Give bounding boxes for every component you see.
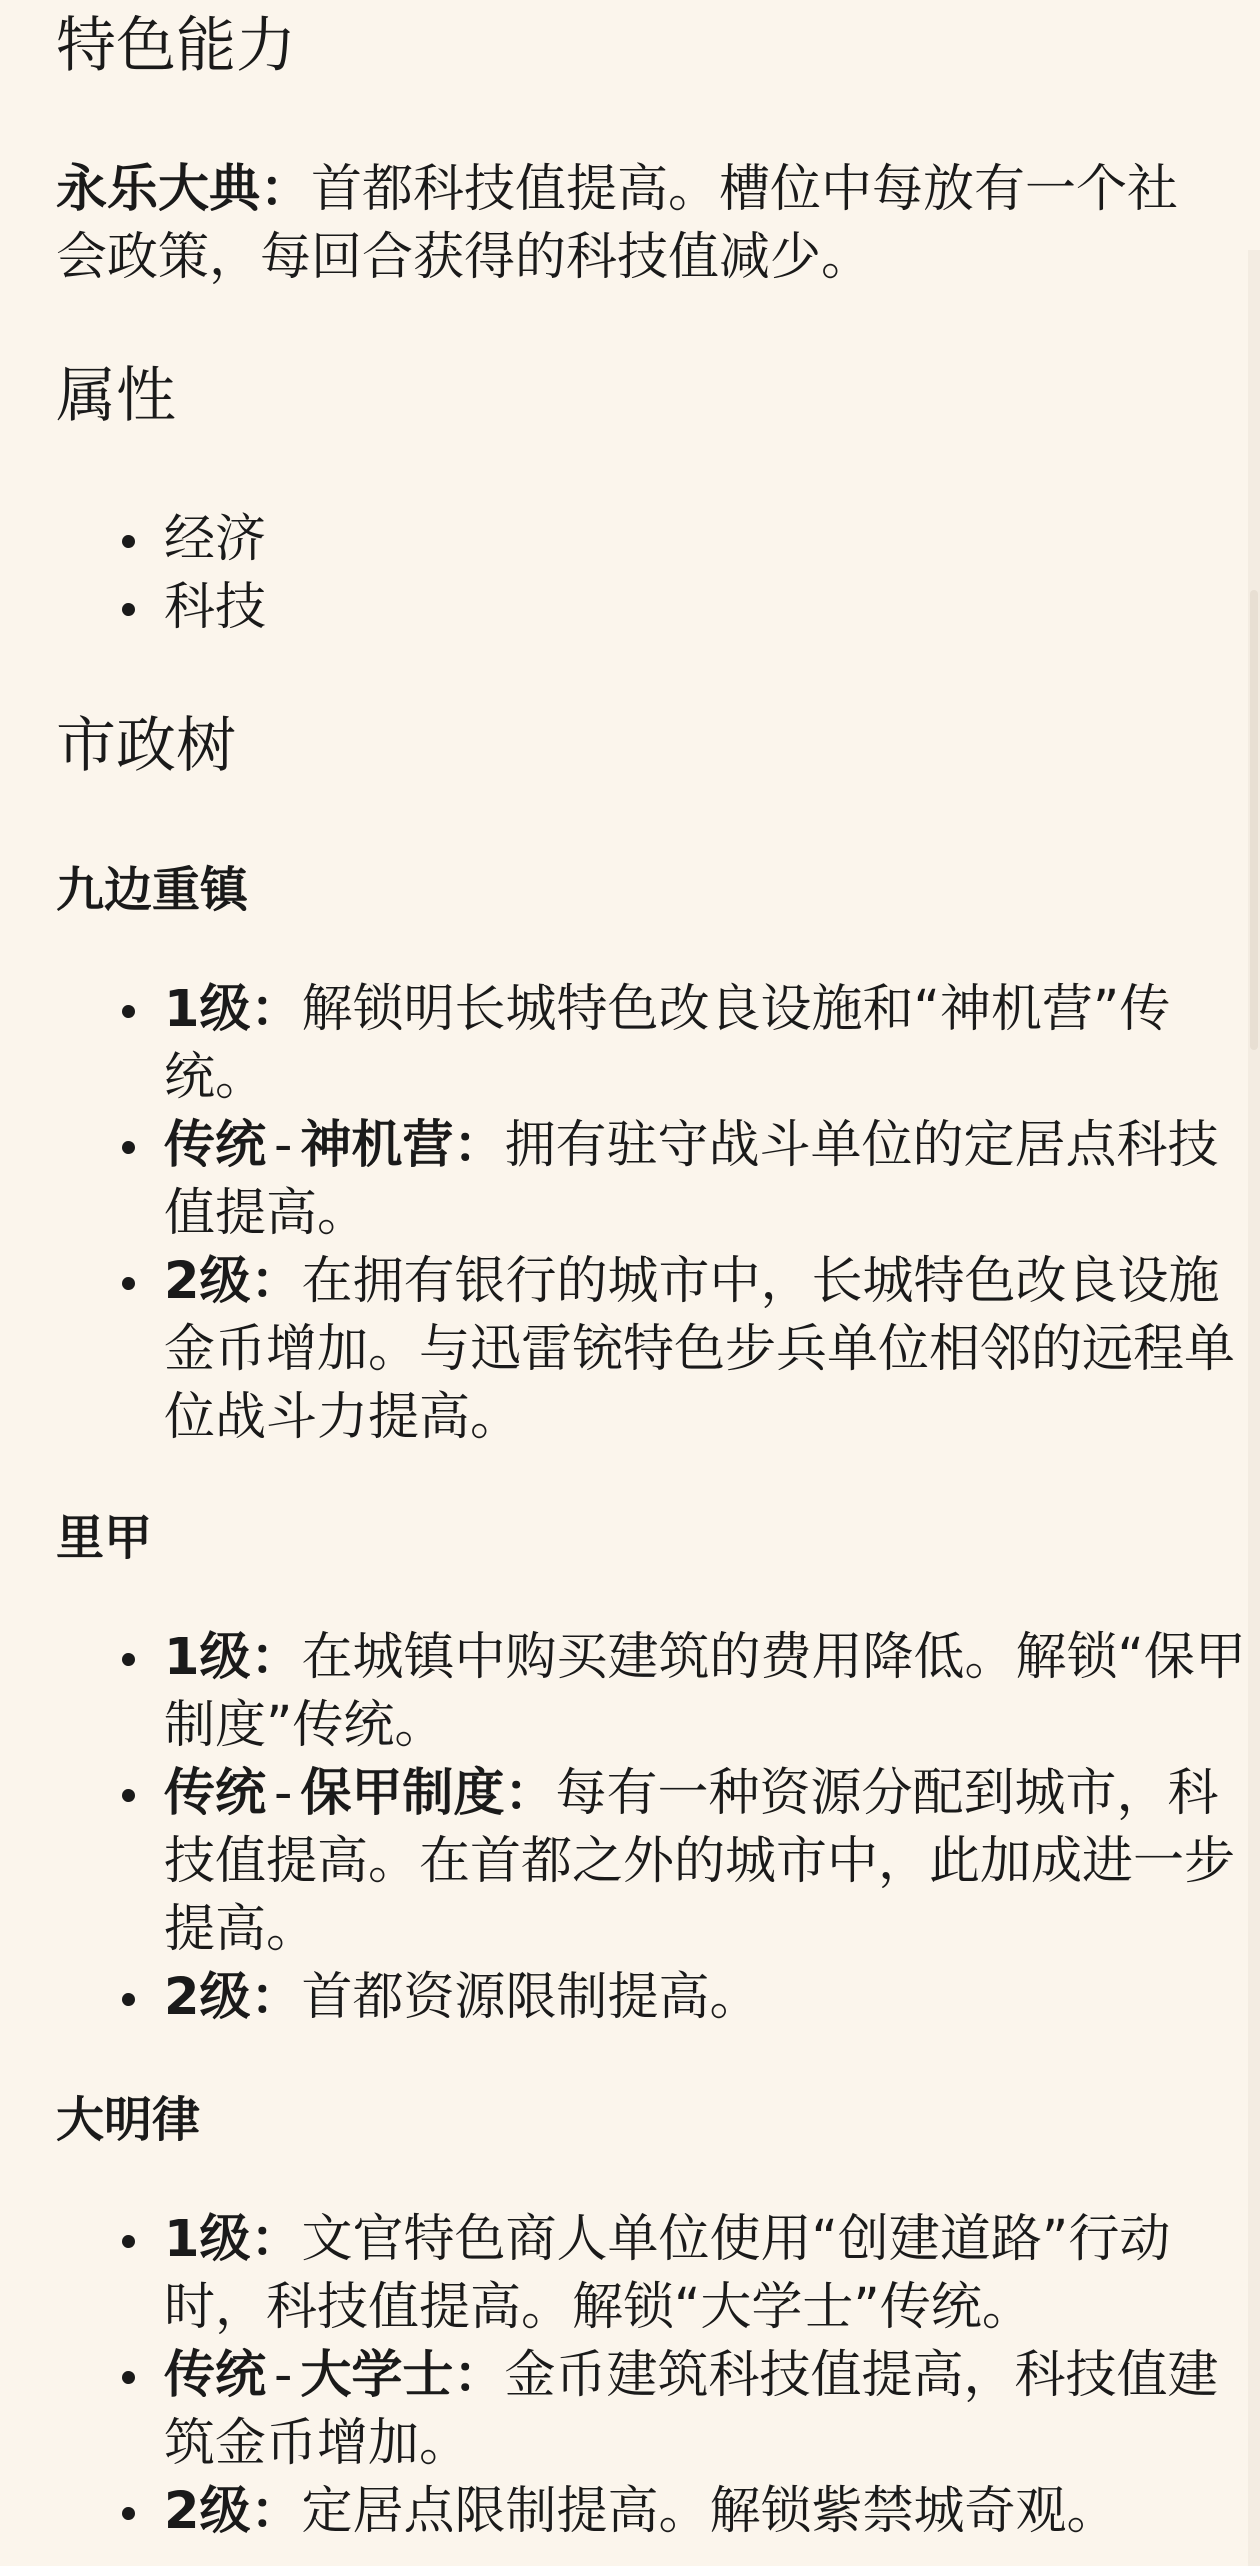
civic-item-separator: -	[274, 2346, 293, 2405]
civic-item-label: 传统	[164, 1116, 267, 1175]
civic-item	[56, 2206, 1252, 2342]
attribute-item: 经济	[56, 506, 1252, 574]
civic-item-label: 1级：	[164, 980, 302, 1039]
civic-item-separator: -	[274, 1116, 293, 1175]
civic-item-separator: -	[274, 1764, 293, 1823]
civic-item-text: 首都资源限制提高。	[301, 1968, 761, 2027]
civic-item	[56, 1112, 1252, 1248]
civic-item-label: 保甲制度：	[300, 1764, 556, 1823]
civic-item-label: 1级：	[164, 2210, 302, 2269]
attribute-item: 科技	[56, 574, 1252, 642]
civic-item-text: 金币建筑科技值提高，科技值建筑金币增加。	[164, 2346, 1219, 2473]
civic-item-text: 拥有驻守战斗单位的定居点科技值提高。	[164, 1116, 1219, 1243]
civic-item-label: 2级：	[164, 1968, 302, 2027]
attributes-list	[0, 506, 1252, 642]
civic-item-label: 2级：	[164, 2482, 302, 2541]
ability-text: 首都科技值提高。槽位中每放有一个社会政策，每回合获得的科技值减少。	[56, 160, 1179, 287]
civic-group-list	[0, 2206, 1252, 2546]
civic-item	[56, 2478, 1252, 2546]
civic-group-title: 九边重镇	[56, 862, 249, 918]
civic-item	[56, 1964, 1252, 2032]
civic-item-label: 神机营：	[300, 1116, 505, 1175]
ability-paragraph	[56, 156, 1196, 292]
civic-item-text: 文官特色商人单位使用“创建道路”行动时，科技值提高。解锁“大学士”传统。	[164, 2210, 1171, 2337]
civic-item	[56, 1248, 1252, 1452]
civic-item-text: 每有一种资源分配到城市，科技值提高。在首都之外的城市中，此加成进一步提高。	[164, 1764, 1236, 1959]
ability-heading: 特色能力	[56, 11, 296, 81]
civic-item	[56, 1760, 1252, 1964]
civic-group-list	[0, 976, 1252, 1452]
civic-item	[56, 2342, 1252, 2478]
civic-group-title: 里甲	[56, 1510, 153, 1566]
civic-item-text: 在拥有银行的城市中，长城特色改良设施金币增加。与迅雷铳特色步兵单位相邻的远程单位战斗力提高。	[164, 1252, 1236, 1447]
civics-heading: 市政树	[56, 711, 236, 781]
civic-item	[56, 1624, 1252, 1760]
attributes-heading: 属性	[56, 361, 176, 431]
civic-item-label: 大学士：	[300, 2346, 505, 2405]
civic-item-text: 定居点限制提高。解锁紫禁城奇观。	[301, 2482, 1118, 2541]
civic-item-label: 传统	[164, 1764, 267, 1823]
civic-item-label: 传统	[164, 2346, 267, 2405]
civic-item-label: 1级：	[164, 1628, 302, 1687]
civic-group-title: 大明律	[56, 2092, 201, 2148]
civic-item-text: 解锁明长城特色改良设施和“神机营”传统。	[164, 980, 1171, 1107]
civic-item-text: 在城镇中购买建筑的费用降低。解锁“保甲制度”传统。	[164, 1628, 1246, 1755]
ability-name: 永乐大典：	[56, 160, 312, 219]
civic-item	[56, 976, 1252, 1112]
civic-item-label: 2级：	[164, 1252, 302, 1311]
civic-group-list	[0, 1624, 1252, 2032]
